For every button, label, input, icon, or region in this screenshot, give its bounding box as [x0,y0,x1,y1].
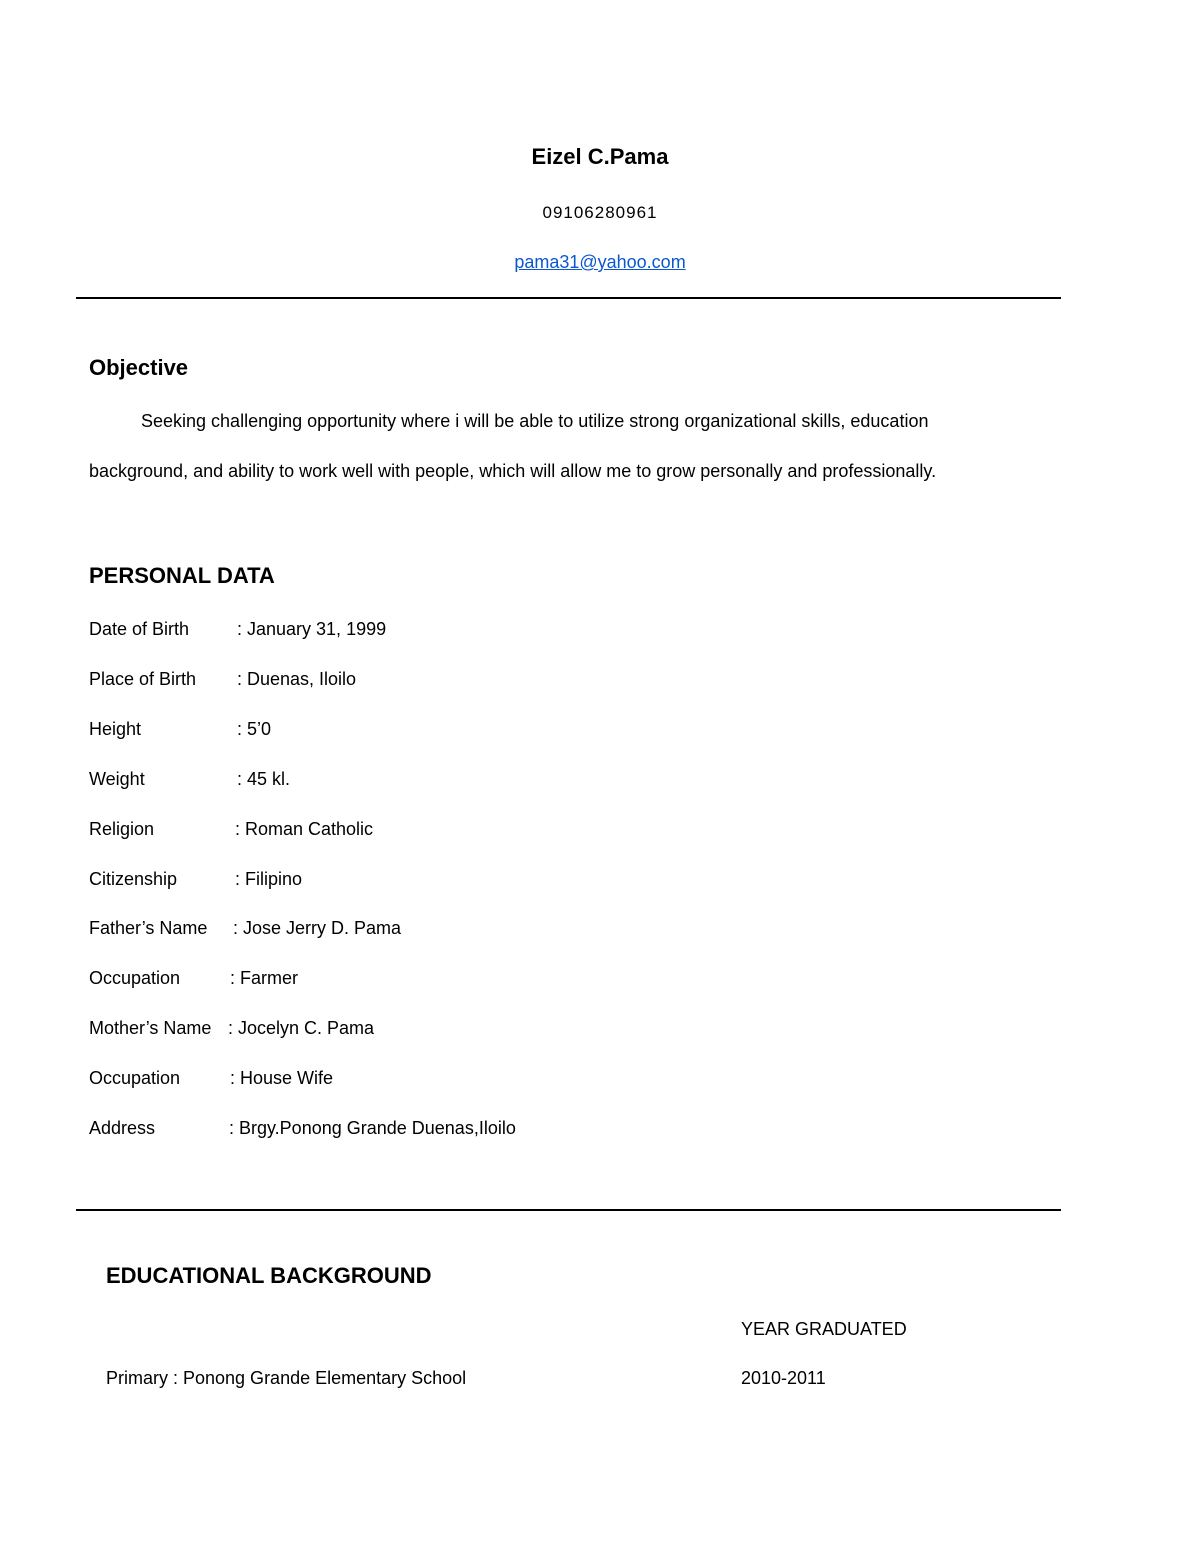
phone-number: 09106280961 [542,203,658,222]
row-value: : Farmer [230,968,299,988]
row-value: : Jocelyn C. Pama [228,1018,375,1038]
row-value: : Filipino [235,869,303,889]
row-label: Occupation [89,1068,181,1088]
row-value: : Roman Catholic [235,819,374,839]
row-value: : 5’0 [237,719,272,739]
personal-data-heading: PERSONAL DATA [89,563,275,588]
applicant-name: Eizel C.Pama [531,144,669,169]
primary-school: Primary : Ponong Grande Elementary School [106,1368,467,1388]
divider-top [76,297,1061,299]
row-value: : House Wife [230,1068,334,1088]
divider-bottom [76,1209,1061,1211]
row-value: : Duenas, Iloilo [237,669,357,689]
row-label: Mother’s Name [89,1018,212,1038]
email-line [0,252,1200,273]
objective-line-1: Seeking challenging opportunity where i will be able to utilize strong organizational skills, education [141,411,929,431]
row-label: Citizenship [89,869,178,889]
email-link[interactable]: pama31@yahoo.com [514,252,686,272]
row-value: : Jose Jerry D. Pama [233,918,402,938]
row-label: Height [89,719,142,739]
objective-heading: Objective [89,355,189,380]
primary-year: 2010-2011 [741,1368,826,1388]
row-value: : January 31, 1999 [237,619,387,639]
row-value: : 45 kl. [237,769,291,789]
row-label: Father’s Name [89,918,208,938]
row-label: Religion [89,819,155,839]
row-label: Address [89,1118,156,1138]
row-label: Weight [89,769,145,789]
objective-line-2: background, and ability to work well with people, which will allow me to grow personally and professionally. [89,461,937,481]
year-graduated-header: YEAR GRADUATED [741,1319,907,1339]
row-label: Date of Birth [89,619,190,639]
row-label: Place of Birth [89,669,197,689]
row-label: Occupation [89,968,181,988]
education-heading: EDUCATIONAL BACKGROUND [106,1263,432,1288]
row-value: : Brgy.Ponong Grande Duenas,Iloilo [229,1118,516,1138]
